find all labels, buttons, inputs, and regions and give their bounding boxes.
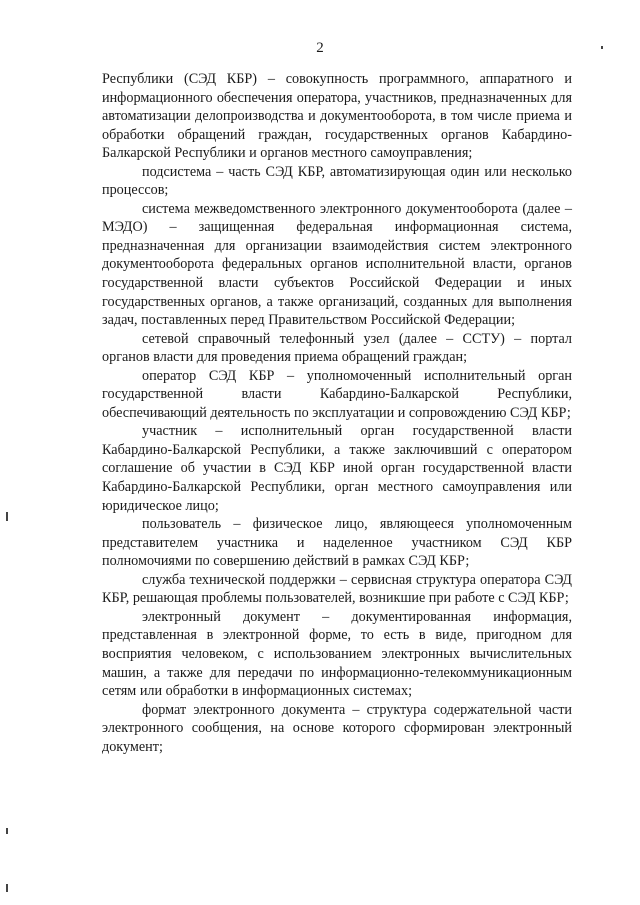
paragraph-medo: система межведомственного электронного документооборота (далее – МЭДО) – защищенная федеральная информационная система, предназначенная для организации взаимодействия систем электронного документооборота федеральных органов исполнительной власти, органов государственной власти субъектов Российской Федерации и иных государственных органов, а также организаций, созданных для выполнения задач, поставленных перед Правительством Российской Федерации;: [102, 200, 572, 329]
paragraph-operator: оператор СЭД КБР – уполномоченный исполнительный орган государственной власти Кабардино-Балкарской Республики, обеспечивающий деятельность по эксплуатации и сопровождению СЭД КБР;: [102, 367, 572, 421]
scan-mark: [601, 46, 603, 49]
scan-mark: [6, 512, 8, 521]
paragraph-subsystem: подсистема – часть СЭД КБР, автоматизирующая один или несколько процессов;: [102, 163, 572, 199]
page-number: 2: [316, 40, 324, 56]
paragraph-sed-kbr-definition: Республики (СЭД КБР) – совокупность программного, аппаратного и информационного обеспечения оператора, участников, предназначенных для автоматизации делопроизводства и документооборота, в том числе приема и обработки обращений граждан, государственных органов Кабардино-Балкарской Республики и органов местного самоуправления;: [102, 71, 572, 162]
scan-mark: [6, 884, 8, 892]
scan-mark: [6, 828, 8, 834]
paragraph-electronic-document: электронный документ – документированная информация, представленная в электронной форме, то есть в виде, пригодном для восприятия человеком, с использованием электронных вычислительных машин, а также для передачи по информационно-телекоммуникационным сетям или обработки в информационных системах;: [102, 608, 572, 700]
paragraph-sstu: сетевой справочный телефонный узел (далее – ССТУ) – портал органов власти для проведения приема обращений граждан;: [102, 330, 572, 366]
paragraph-user: пользователь – физическое лицо, являющееся уполномоченным представителем участника и наделенное участником СЭД КБР полномочиями по совершению действий в рамках СЭД КБР;: [102, 516, 572, 570]
paragraph-support-service: служба технической поддержки – сервисная структура оператора СЭД КБР, решающая проблемы пользователей, возникшие при работе с СЭД КБР;: [102, 571, 572, 607]
paragraph-document-format: формат электронного документа – структура содержательной части электронного сообщения, на основе которого сформирован электронный документ;: [102, 701, 572, 755]
document-body: [102, 70, 572, 756]
paragraph-participant: участник – исполнительный орган государственной власти Кабардино-Балкарской Республики, а также заключивший с оператором соглашение об участии в СЭД КБР иной орган государственной власти Кабардино-Балкарской Республики, орган местного самоуправления или юридическое лицо;: [102, 423, 572, 514]
